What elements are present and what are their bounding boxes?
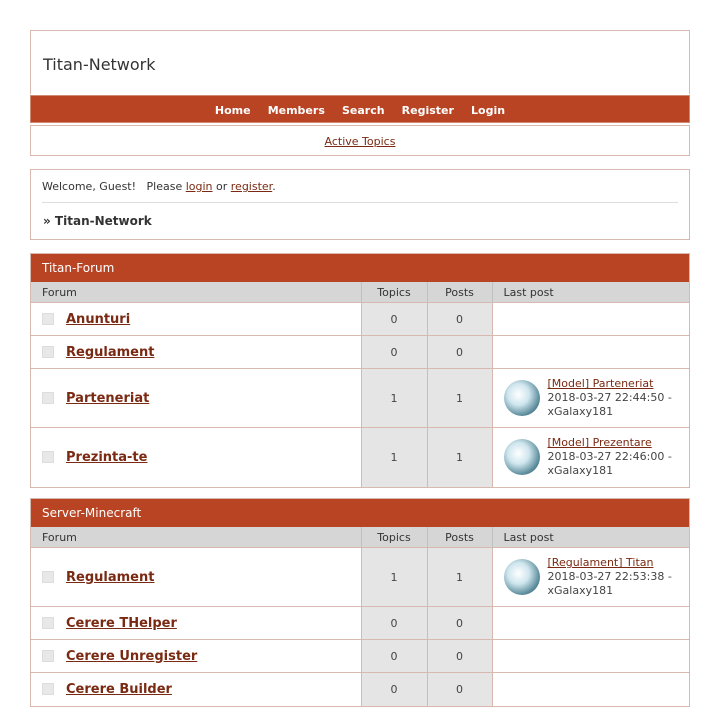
forum-row (31, 548, 689, 607)
category-1 (30, 498, 690, 707)
last-post-cell (492, 336, 689, 369)
last-post-date: 2018-03-27 22:44:50 - (547, 391, 672, 404)
col-last-post: Last post (492, 527, 689, 548)
nav-register[interactable]: Register (401, 104, 454, 117)
posts-count: 1 (427, 369, 492, 428)
col-topics: Topics (361, 282, 427, 303)
avatar[interactable] (504, 439, 540, 475)
active-topics-link[interactable]: Active Topics (324, 135, 396, 148)
topics-count: 1 (361, 428, 427, 487)
avatar[interactable] (504, 559, 540, 595)
nav-search[interactable]: Search (341, 104, 385, 117)
forum-row (31, 640, 689, 673)
nav-home[interactable]: Home (214, 104, 251, 117)
welcome-or: or (212, 180, 231, 193)
col-forum: Forum (31, 527, 361, 548)
posts-count: 1 (427, 548, 492, 607)
last-post-cell (492, 369, 689, 428)
last-post-cell (492, 673, 689, 706)
last-post-link[interactable]: [Model] Prezentare (547, 436, 652, 450)
posts-count: 0 (427, 303, 492, 336)
posts-count: 1 (427, 428, 492, 487)
forum-row (31, 607, 689, 640)
posts-count: 0 (427, 640, 492, 673)
forum-status-icon (42, 451, 54, 463)
forum-row (31, 369, 689, 428)
forum-status-icon (42, 392, 54, 404)
col-last-post: Last post (492, 282, 689, 303)
forum-link[interactable]: Regulament (66, 569, 155, 585)
forum-link[interactable]: Cerere Builder (66, 681, 172, 697)
welcome-box (30, 169, 690, 240)
last-post-user: xGalaxy181 (547, 464, 614, 478)
topics-count: 1 (361, 548, 427, 607)
last-post-link[interactable]: [Regulament] Titan (547, 556, 654, 569)
nav-members[interactable]: Members (267, 104, 325, 117)
forum-link[interactable]: Prezinta-te (66, 449, 148, 465)
last-post-user: xGalaxy181 (547, 405, 614, 418)
forum-cell (31, 640, 361, 673)
last-post-date: 2018-03-27 22:53:38 - (547, 570, 672, 583)
last-post-cell (492, 607, 689, 640)
forum-cell (31, 369, 361, 428)
divider (42, 202, 678, 203)
forum-table (31, 282, 689, 487)
forum-cell (31, 336, 361, 369)
forum-status-icon (42, 313, 54, 325)
register-link[interactable]: register (230, 180, 273, 193)
last-post-cell (492, 548, 689, 607)
forum-link[interactable]: Cerere Unregister (66, 648, 198, 664)
forum-cell (31, 607, 361, 640)
last-post-date: 2018-03-27 22:46:00 - (547, 450, 672, 464)
category-title: Server-Minecraft (31, 499, 689, 527)
topics-count: 0 (361, 640, 427, 673)
forum-row (31, 303, 689, 336)
forum-row (31, 336, 689, 369)
col-posts: Posts (427, 527, 492, 548)
topics-count: 0 (361, 673, 427, 706)
forum-status-icon (42, 650, 54, 662)
category-0 (30, 253, 690, 488)
col-topics: Topics (361, 527, 427, 548)
forum-status-icon (42, 346, 54, 358)
col-forum: Forum (31, 282, 361, 303)
site-header (30, 30, 690, 94)
sub-nav (30, 125, 690, 156)
topics-count: 0 (361, 607, 427, 640)
topics-count: 0 (361, 303, 427, 336)
forum-status-icon (42, 683, 54, 695)
forum-link[interactable]: Regulament (66, 344, 155, 360)
forum-link[interactable]: Cerere THelper (66, 615, 177, 631)
forum-cell (31, 428, 361, 487)
avatar[interactable] (504, 380, 540, 416)
welcome-line (42, 180, 276, 193)
site-title: Titan-Network (43, 55, 156, 74)
main-nav (30, 95, 690, 123)
login-link[interactable]: login (185, 180, 213, 193)
topics-count: 0 (361, 336, 427, 369)
forum-status-icon (42, 617, 54, 629)
welcome-text: Welcome, Guest! Please (42, 180, 186, 193)
forum-cell (31, 303, 361, 336)
forum-link[interactable]: Parteneriat (66, 390, 150, 406)
forum-table (31, 527, 689, 706)
posts-count: 0 (427, 673, 492, 706)
forum-cell (31, 548, 361, 607)
last-post-cell (492, 428, 689, 487)
breadcrumb: » Titan-Network (43, 214, 152, 228)
posts-count: 0 (427, 336, 492, 369)
forum-status-icon (42, 571, 54, 583)
forum-row (31, 673, 689, 706)
forum-link[interactable]: Anunturi (66, 311, 131, 327)
forum-cell (31, 673, 361, 706)
last-post-cell (492, 303, 689, 336)
last-post-user: xGalaxy181 (547, 584, 614, 597)
forum-row (31, 428, 689, 487)
posts-count: 0 (427, 607, 492, 640)
topics-count: 1 (361, 369, 427, 428)
welcome-suffix: . (272, 180, 276, 193)
nav-login[interactable]: Login (471, 104, 506, 117)
col-posts: Posts (427, 282, 492, 303)
last-post-link[interactable]: [Model] Parteneriat (547, 377, 654, 390)
category-title: Titan-Forum (31, 254, 689, 282)
last-post-cell (492, 640, 689, 673)
